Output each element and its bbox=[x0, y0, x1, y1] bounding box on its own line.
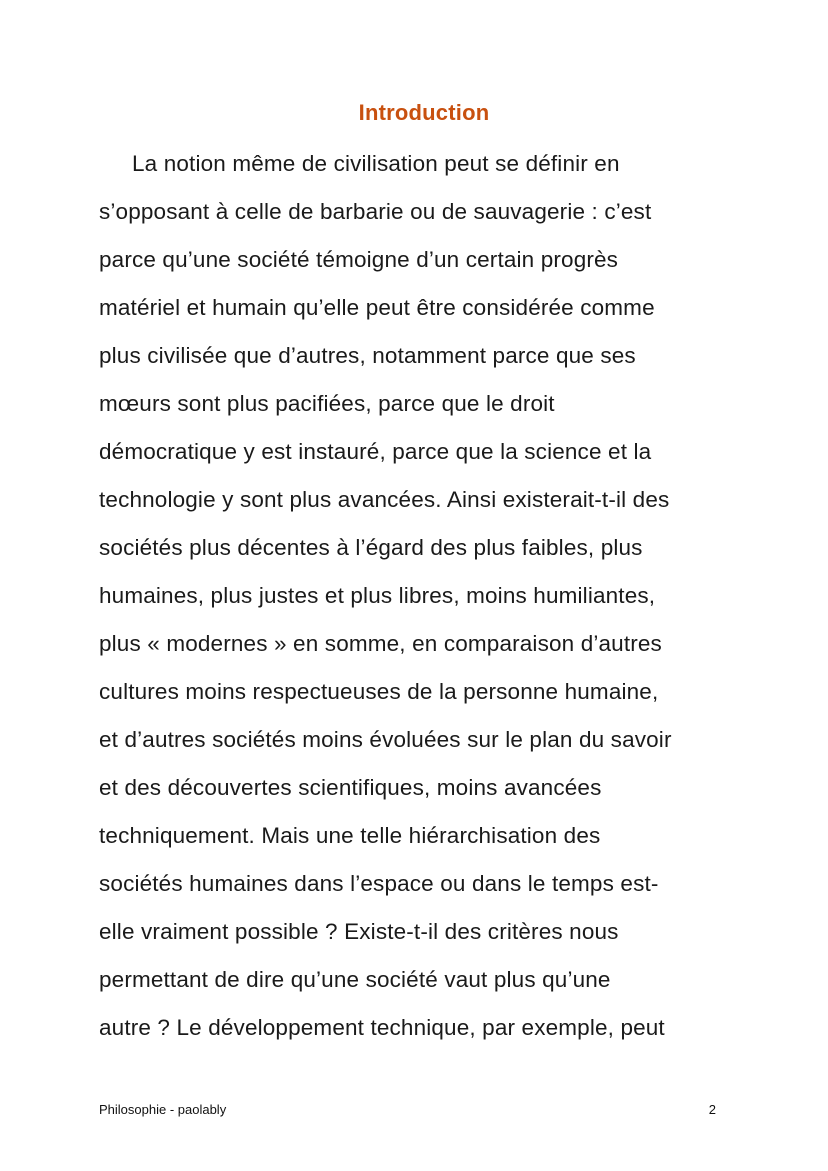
text-line: humaines, plus justes et plus libres, moins humiliantes, bbox=[99, 583, 656, 608]
text-line: et d’autres sociétés moins évoluées sur le plan du savoir bbox=[99, 727, 672, 752]
text-line: matériel et humain qu’elle peut être considérée comme bbox=[99, 295, 655, 320]
text-line: elle vraiment possible ? Existe-t-il des critères nous bbox=[99, 919, 619, 944]
page-number: 2 bbox=[708, 1102, 716, 1117]
text-line: cultures moins respectueuses de la personne humaine, bbox=[99, 679, 659, 704]
text-line: s’opposant à celle de barbarie ou de sauvagerie : c’est bbox=[99, 199, 652, 224]
text-line: plus civilisée que d’autres, notamment parce que ses bbox=[99, 343, 636, 368]
text-line: autre ? Le développement technique, par exemple, peut bbox=[99, 1015, 665, 1040]
body-text bbox=[99, 146, 739, 1058]
text-line: sociétés humaines dans l’espace ou dans le temps est- bbox=[99, 871, 659, 896]
text-line: permettant de dire qu’une société vaut plus qu’une bbox=[99, 967, 611, 992]
section-title: Introduction bbox=[358, 100, 490, 125]
text-line: techniquement. Mais une telle hiérarchisation des bbox=[99, 823, 601, 848]
text-line: démocratique y est instauré, parce que la science et la bbox=[99, 439, 652, 464]
text-line: La notion même de civilisation peut se définir en bbox=[132, 151, 620, 176]
text-line: parce qu’une société témoigne d’un certain progrès bbox=[99, 247, 619, 272]
text-line: sociétés plus décentes à l’égard des plus faibles, plus bbox=[99, 535, 643, 560]
text-line: mœurs sont plus pacifiées, parce que le droit bbox=[99, 391, 555, 416]
text-line: et des découvertes scientifiques, moins avancées bbox=[99, 775, 602, 800]
footer-label: Philosophie - paolably bbox=[99, 1102, 227, 1117]
text-line: plus « modernes » en somme, en comparaison d’autres bbox=[99, 631, 662, 656]
text-line: technologie y sont plus avancées. Ainsi existerait-t-il des bbox=[99, 487, 670, 512]
